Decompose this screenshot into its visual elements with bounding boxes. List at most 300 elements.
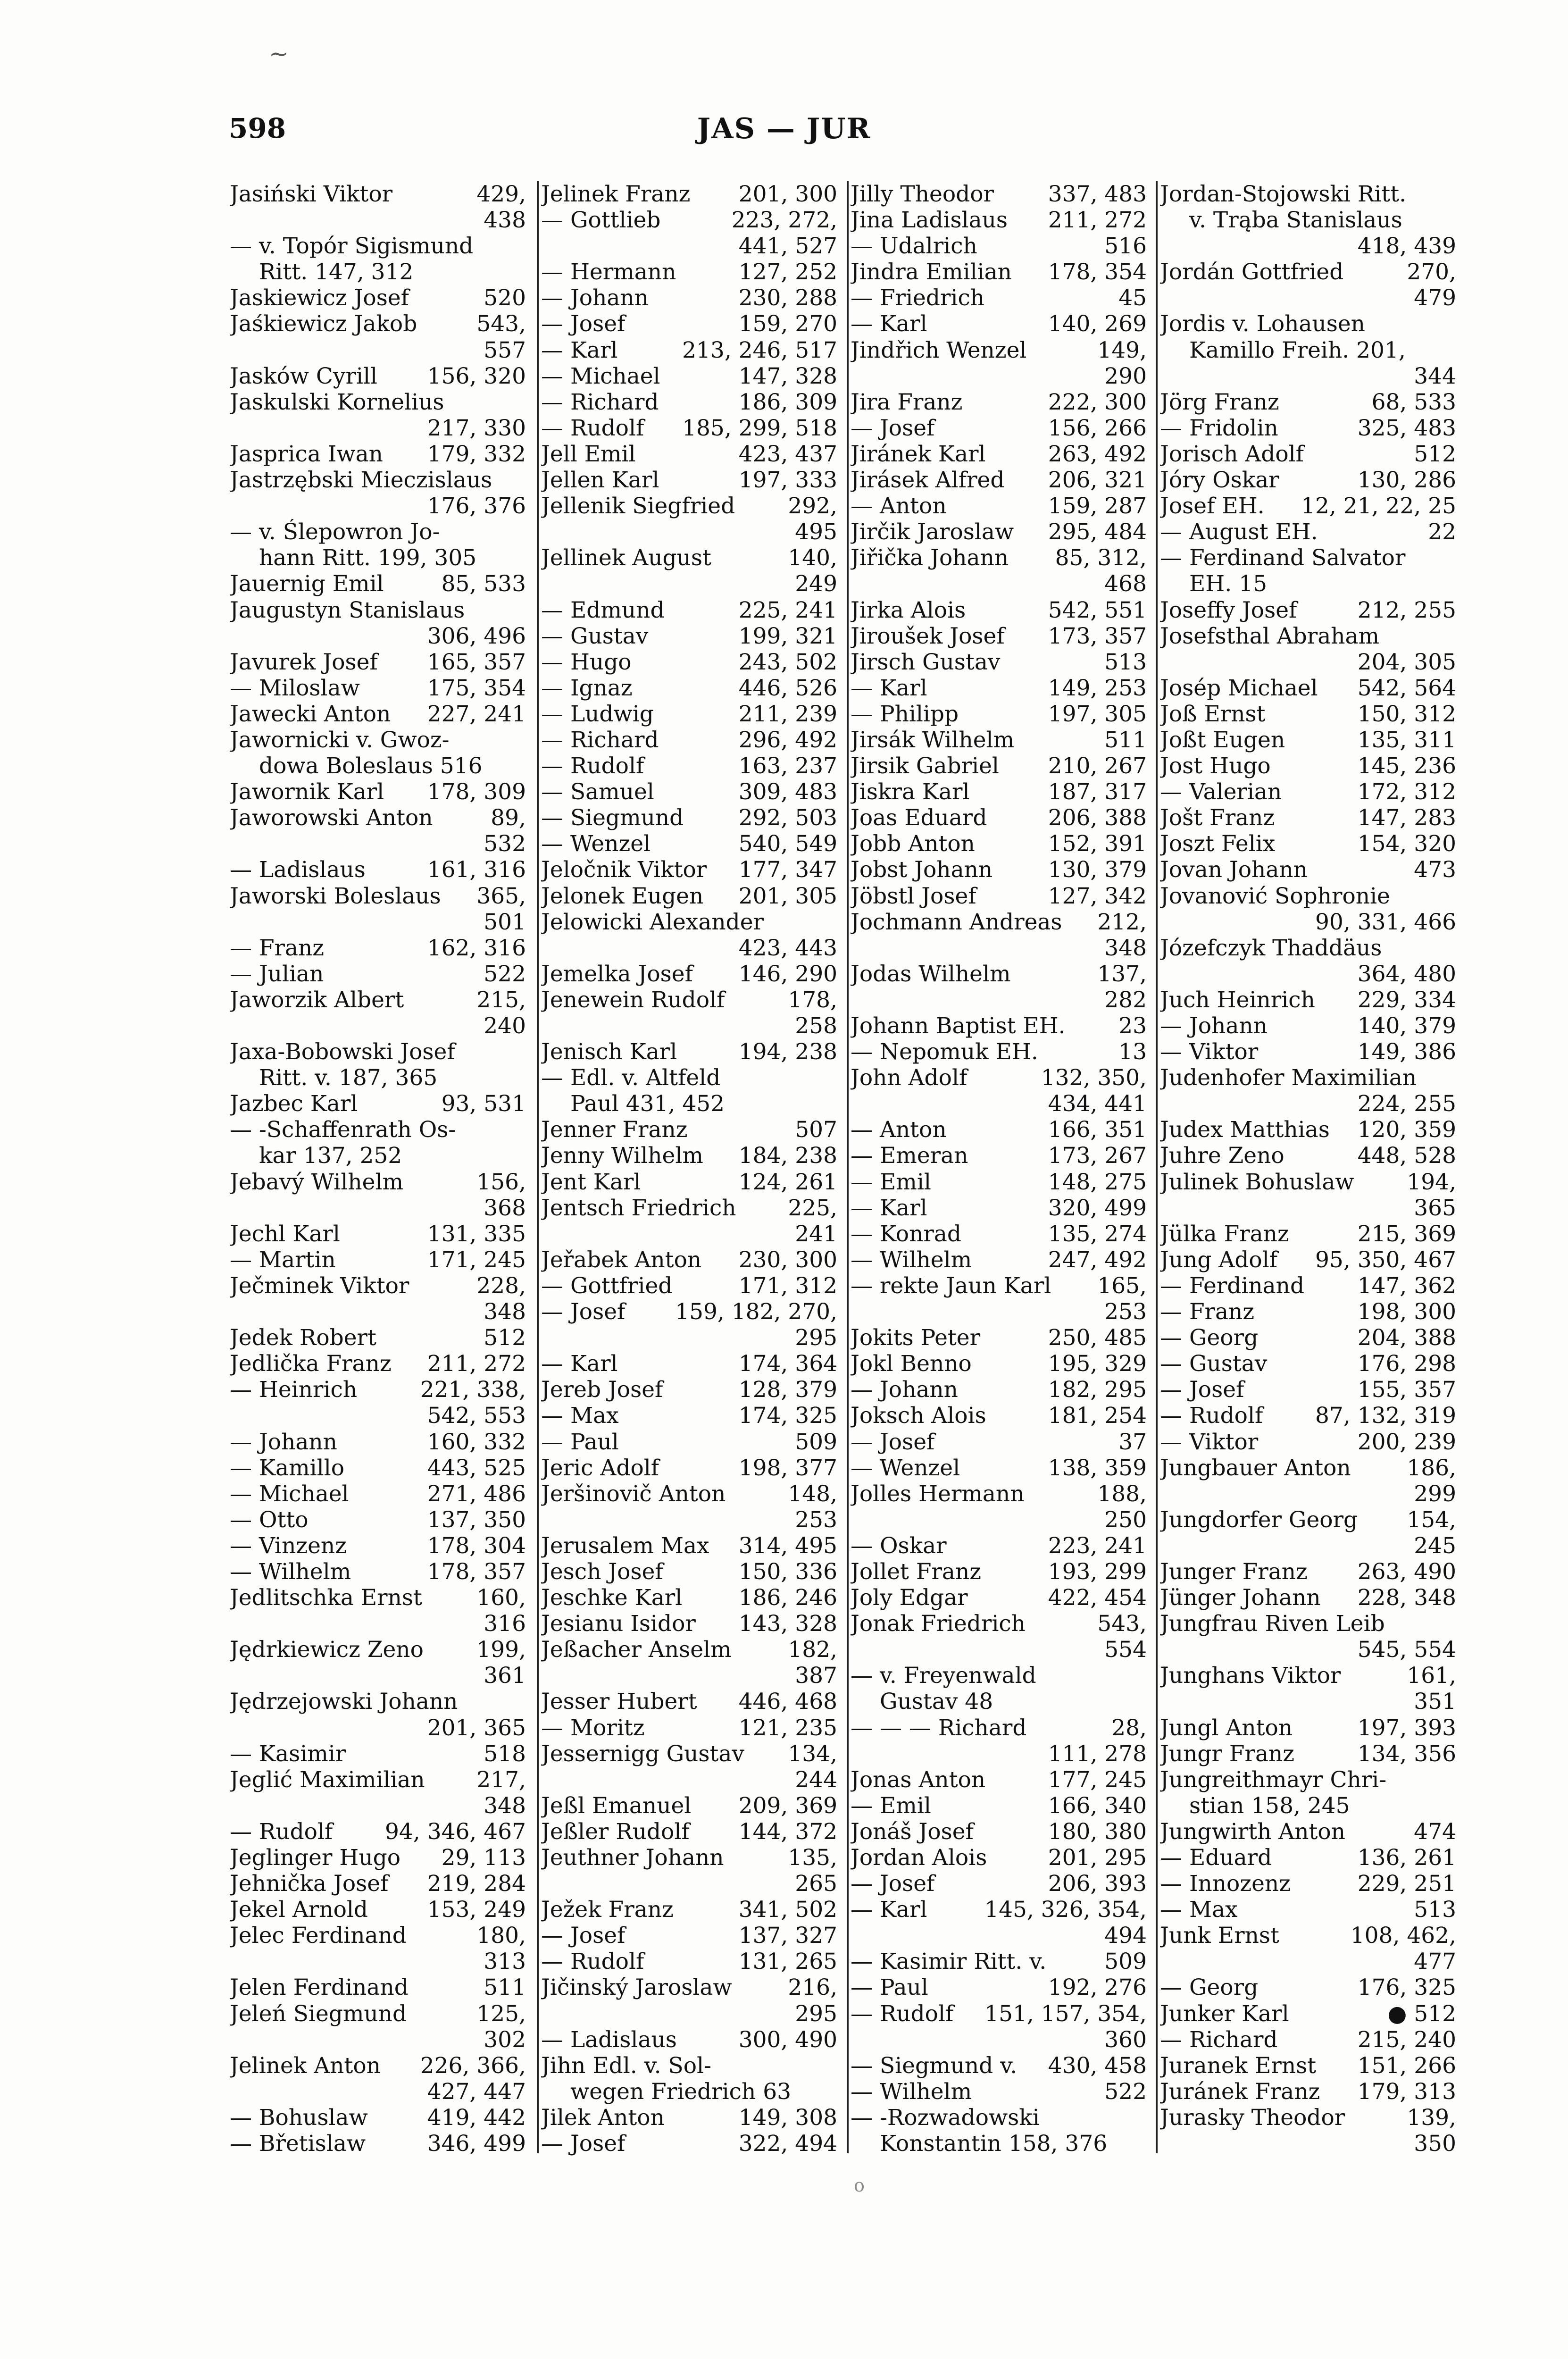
entry-name: — Josef bbox=[851, 415, 935, 441]
entry-name: — Hermann bbox=[541, 259, 676, 285]
entry-continuation: EH. 15 bbox=[1189, 571, 1267, 597]
entry-name: Jindřich Wenzel bbox=[851, 337, 1027, 363]
entry-line bbox=[851, 1845, 1147, 1871]
entry-continuation: Kamillo Freih. 201, bbox=[1189, 337, 1406, 363]
entry-line bbox=[541, 1897, 837, 1923]
entry-pages: 156, bbox=[476, 1169, 526, 1195]
entry-name: — Karl bbox=[851, 675, 927, 701]
entry-line bbox=[230, 1221, 526, 1247]
entry-name: Jawornik Karl bbox=[230, 779, 384, 805]
entry-line bbox=[541, 857, 837, 883]
index-entry bbox=[230, 2131, 526, 2157]
index-entry bbox=[851, 2079, 1147, 2105]
entry-name: — Josef bbox=[541, 2131, 626, 2157]
entry-pages: 182, 295 bbox=[1048, 1377, 1147, 1403]
entry-pages: 184, 238 bbox=[738, 1143, 837, 1169]
entry-pages: 325, 483 bbox=[1357, 415, 1456, 441]
index-entry bbox=[541, 623, 837, 649]
index-entry bbox=[541, 1403, 837, 1429]
entry-pages: 300, 490 bbox=[738, 2026, 837, 2053]
index-entry bbox=[230, 961, 526, 987]
entry-line bbox=[851, 1533, 1147, 1559]
entry-name: Jungr Franz bbox=[1160, 1740, 1295, 1767]
entry-line bbox=[1160, 753, 1456, 779]
index-entry bbox=[851, 961, 1147, 1013]
entry-pages: 163, 237 bbox=[738, 753, 837, 779]
entry-name: Jenny Wilhelm bbox=[541, 1143, 703, 1169]
index-entry bbox=[1160, 415, 1456, 441]
entry-pages: 365, bbox=[476, 883, 526, 909]
entry-name: Jemelka Josef bbox=[541, 961, 693, 987]
entry-line bbox=[230, 649, 526, 675]
index-entry bbox=[541, 1065, 837, 1117]
entry-name: — Josef bbox=[851, 1871, 935, 1897]
index-entry bbox=[1160, 2079, 1456, 2105]
index-entry bbox=[851, 1221, 1147, 1247]
entry-name: Jirásek Alfred bbox=[851, 467, 1005, 494]
entry-line bbox=[851, 1715, 1147, 1741]
entry-pages: 28, bbox=[1111, 1715, 1147, 1741]
entry-name: — Franz bbox=[1160, 1299, 1255, 1325]
index-entry bbox=[1160, 1325, 1456, 1351]
entry-continuation: 479 bbox=[1414, 285, 1456, 311]
entry-name: Jungl Anton bbox=[1160, 1715, 1293, 1741]
entry-continuation: 90, 331, 466 bbox=[1315, 909, 1456, 935]
entry-pages: 511 bbox=[1104, 727, 1147, 753]
entry-pages: 346, 499 bbox=[427, 2131, 526, 2157]
entry-name: Jędrzejowski Johann bbox=[230, 1689, 458, 1715]
entry-line bbox=[851, 961, 1147, 987]
entry-pages: 513 bbox=[1104, 649, 1147, 675]
entry-line bbox=[851, 779, 1147, 805]
index-entry bbox=[851, 311, 1147, 337]
entry-name: Jirčik Jaroslaw bbox=[851, 519, 1014, 545]
entry-name: Jelonek Eugen bbox=[541, 883, 704, 909]
entry-pages: 197, 393 bbox=[1357, 1715, 1456, 1741]
entry-name: — Innozenz bbox=[1160, 1871, 1291, 1897]
entry-name: — Ignaz bbox=[541, 675, 633, 701]
entry-name: Josép Michael bbox=[1160, 675, 1318, 701]
entry-pages: 85, 533 bbox=[441, 571, 526, 597]
entry-pages: 509 bbox=[1104, 1949, 1147, 1975]
entry-line bbox=[230, 2001, 526, 2027]
index-entry bbox=[851, 233, 1147, 259]
entry-pages: 225, 241 bbox=[738, 597, 837, 623]
entry-continuation: 240 bbox=[484, 1013, 526, 1039]
entry-continuation: 316 bbox=[484, 1611, 526, 1637]
entry-continuation: 365 bbox=[1414, 1195, 1456, 1221]
entry-pages: 211, 272 bbox=[427, 1351, 526, 1377]
entry-name: Javurek Josef bbox=[230, 649, 378, 675]
entry-name: Jonáš Josef bbox=[851, 1818, 974, 1845]
index-entry bbox=[851, 1143, 1147, 1169]
entry-line bbox=[851, 1273, 1147, 1299]
index-entry bbox=[541, 961, 837, 987]
entry-line bbox=[1160, 1403, 1456, 1429]
entry-line bbox=[1160, 1065, 1456, 1091]
entry-line bbox=[541, 1585, 837, 1611]
entry-name: — v. Ślepowron Jo- bbox=[230, 519, 440, 545]
index-entry bbox=[1160, 1871, 1456, 1897]
entry-name: Jaworowski Anton bbox=[230, 805, 433, 831]
entry-line bbox=[1160, 701, 1456, 727]
entry-continuation: 545, 554 bbox=[1357, 1637, 1456, 1663]
entry-continuation: 494 bbox=[1104, 1923, 1147, 1949]
entry-name: Juhre Zeno bbox=[1160, 1143, 1284, 1169]
entry-pages: 226, 366, bbox=[420, 2052, 526, 2079]
index-entry bbox=[541, 1637, 837, 1689]
entry-pages: 542, 564 bbox=[1357, 675, 1456, 701]
entry-name: Jeglić Maximilian bbox=[230, 1766, 425, 1793]
entry-line bbox=[851, 207, 1147, 233]
entry-name: — Wenzel bbox=[541, 831, 651, 857]
entry-name: — Valerian bbox=[1160, 779, 1282, 805]
entry-pages: 155, 357 bbox=[1357, 1377, 1456, 1403]
entry-line bbox=[230, 1637, 526, 1663]
index-entry bbox=[541, 1169, 837, 1195]
entry-line bbox=[1160, 1221, 1456, 1247]
entry-continuation: 361 bbox=[484, 1663, 526, 1689]
entry-line bbox=[1160, 2027, 1456, 2053]
index-entry bbox=[1160, 1403, 1456, 1429]
entry-line bbox=[851, 1039, 1147, 1065]
entry-name: — Wilhelm bbox=[851, 2078, 972, 2105]
entry-name: Jesch Josef bbox=[541, 1558, 663, 1585]
index-entry bbox=[541, 857, 837, 883]
entry-pages: 247, 492 bbox=[1048, 1246, 1147, 1273]
index-entry bbox=[1160, 181, 1456, 259]
entry-line bbox=[1160, 1325, 1456, 1351]
entry-name: — Martin bbox=[230, 1246, 336, 1273]
index-entry bbox=[230, 675, 526, 701]
entry-name: Jokl Benno bbox=[851, 1351, 972, 1377]
entry-pages: 162, 316 bbox=[427, 935, 526, 961]
index-entry bbox=[1160, 675, 1456, 701]
entry-line bbox=[230, 1481, 526, 1507]
index-entry bbox=[541, 493, 837, 545]
entry-pages: 512 bbox=[1414, 441, 1456, 467]
index-entry bbox=[851, 181, 1147, 207]
entry-continuation: 368 bbox=[484, 1195, 526, 1221]
entry-continuation: 241 bbox=[795, 1221, 837, 1247]
entry-pages: 153, 249 bbox=[427, 1897, 526, 1923]
entry-pages: 540, 549 bbox=[738, 831, 837, 857]
entry-name: Jira Franz bbox=[851, 389, 963, 415]
entry-pages: 429, bbox=[476, 181, 526, 207]
entry-name: — Richard bbox=[541, 389, 659, 415]
entry-name: Jina Ladislaus bbox=[851, 207, 1008, 234]
entry-line bbox=[1160, 1299, 1456, 1325]
entry-pages: 145, 236 bbox=[1357, 753, 1456, 779]
entry-name: — Paul bbox=[851, 1974, 928, 2001]
entry-continuation: 201, 365 bbox=[427, 1715, 526, 1741]
entry-name: Jehnička Josef bbox=[230, 1871, 389, 1897]
entry-pages: 187, 317 bbox=[1048, 779, 1147, 805]
entry-line bbox=[851, 831, 1147, 857]
entry-continuation: 557 bbox=[484, 337, 526, 363]
page-number: 598 bbox=[229, 112, 286, 144]
entry-pages: 147, 283 bbox=[1357, 805, 1456, 831]
entry-name: Jerusalem Max bbox=[541, 1532, 709, 1559]
entry-line bbox=[1160, 1923, 1456, 1949]
index-entry bbox=[1160, 1974, 1456, 2000]
entry-line bbox=[851, 2105, 1147, 2131]
entry-name: — Ludwig bbox=[541, 701, 654, 727]
entry-continuation: 350 bbox=[1414, 2131, 1456, 2157]
entry-line bbox=[541, 441, 837, 467]
entry-name: Jaxa-Bobowski Josef bbox=[230, 1039, 455, 1065]
entry-line bbox=[541, 2053, 837, 2079]
entry-name: — Friedrich bbox=[851, 285, 985, 311]
entry-line bbox=[541, 675, 837, 701]
entry-pages: 181, 254 bbox=[1048, 1403, 1147, 1429]
index-entry bbox=[1160, 623, 1456, 675]
index-entry bbox=[230, 1507, 526, 1533]
entry-name: — -Schaffenrath Os- bbox=[230, 1117, 456, 1143]
index-entry bbox=[541, 1974, 837, 2026]
entry-line bbox=[851, 1767, 1147, 1793]
index-entry bbox=[230, 779, 526, 805]
entry-pages: 147, 328 bbox=[738, 363, 837, 389]
entry-name: Jebavý Wilhelm bbox=[230, 1169, 404, 1195]
running-head: JAS — JUR bbox=[697, 112, 871, 145]
entry-line bbox=[1160, 831, 1456, 857]
entry-continuation: 253 bbox=[795, 1506, 837, 1533]
entry-name: Jauernig Emil bbox=[230, 571, 384, 597]
index-entry bbox=[541, 831, 837, 857]
entry-line bbox=[230, 727, 526, 753]
entry-line bbox=[541, 1481, 837, 1507]
index-entry bbox=[1160, 1455, 1456, 1507]
entry-line bbox=[1160, 389, 1456, 415]
entry-name: Jasiński Viktor bbox=[230, 181, 393, 207]
entry-name: Jaugustyn Stanislaus bbox=[230, 597, 465, 623]
index-entry bbox=[1160, 311, 1456, 389]
entry-name: Jelinek Anton bbox=[230, 2052, 381, 2079]
entry-name: Jonak Friedrich bbox=[851, 1611, 1026, 1637]
entry-line bbox=[541, 1637, 837, 1663]
entry-pages: 516 bbox=[1104, 233, 1147, 259]
index-entry bbox=[1160, 597, 1456, 623]
entry-pages: 522 bbox=[1104, 2078, 1147, 2105]
entry-name: Juránek Franz bbox=[1160, 2078, 1320, 2105]
entry-name: Jung Adolf bbox=[1160, 1246, 1278, 1273]
entry-pages: 128, 379 bbox=[738, 1377, 837, 1403]
index-entry bbox=[1160, 1663, 1456, 1715]
entry-name: — Paul bbox=[541, 1429, 619, 1455]
entry-name: — Karl bbox=[851, 1195, 927, 1221]
entry-pages: 512 bbox=[484, 1325, 526, 1351]
entry-line bbox=[1160, 727, 1456, 753]
index-entry bbox=[541, 363, 837, 389]
entry-name: Jedlitschka Ernst bbox=[230, 1585, 422, 1611]
entry-name: — Wilhelm bbox=[851, 1246, 972, 1273]
entry-pages: 194, bbox=[1407, 1169, 1456, 1195]
entry-name: — Nepomuk EH. bbox=[851, 1039, 1038, 1065]
entry-name: Jošt Franz bbox=[1160, 805, 1275, 831]
entry-name: — Otto bbox=[230, 1506, 309, 1533]
entry-name: — Josef bbox=[851, 1429, 935, 1455]
index-entry bbox=[1160, 1299, 1456, 1325]
index-entry bbox=[1160, 389, 1456, 415]
entry-pages: 243, 502 bbox=[738, 649, 837, 675]
entry-line bbox=[230, 1377, 526, 1403]
entry-continuation: dowa Boleslaus 516 bbox=[259, 753, 483, 779]
entry-line bbox=[851, 545, 1147, 571]
entry-line bbox=[1160, 181, 1456, 207]
entry-line bbox=[1160, 1507, 1456, 1533]
index-entry bbox=[1160, 1377, 1456, 1403]
entry-name: Jelinek Franz bbox=[541, 181, 691, 207]
index-entry bbox=[851, 1013, 1147, 1039]
entry-name: Johann Baptist EH. bbox=[851, 1013, 1066, 1039]
entry-name: Jodas Wilhelm bbox=[851, 961, 1011, 987]
index-entry bbox=[1160, 467, 1456, 493]
entry-line bbox=[230, 1585, 526, 1611]
entry-line bbox=[541, 1039, 837, 1065]
entry-continuation: 348 bbox=[1104, 935, 1147, 961]
entry-line bbox=[541, 987, 837, 1013]
entry-line bbox=[1160, 1559, 1456, 1585]
entry-pages: 37 bbox=[1118, 1429, 1147, 1455]
entry-name: Jiránek Karl bbox=[851, 441, 986, 467]
entry-pages: 192, 276 bbox=[1048, 1974, 1147, 2001]
entry-line bbox=[851, 1974, 1147, 2000]
entry-continuation: 438 bbox=[484, 207, 526, 234]
index-entry bbox=[541, 675, 837, 701]
entry-line bbox=[1160, 259, 1456, 285]
entry-line bbox=[1160, 623, 1456, 649]
entry-pages: 125, bbox=[476, 2000, 526, 2027]
index-entry bbox=[541, 1819, 837, 1845]
entry-pages: 179, 332 bbox=[427, 441, 526, 467]
index-entry bbox=[851, 1247, 1147, 1273]
entry-pages: 215, 240 bbox=[1357, 2026, 1456, 2053]
index-entry bbox=[230, 1429, 526, 1455]
entry-pages: 177, 347 bbox=[738, 857, 837, 883]
entry-pages: 292, bbox=[788, 493, 837, 519]
entry-line bbox=[1160, 467, 1456, 493]
entry-name: Jastrzębski Mieczislaus bbox=[230, 467, 492, 494]
entry-continuation: 348 bbox=[484, 1792, 526, 1819]
entry-pages: 228, 348 bbox=[1357, 1585, 1456, 1611]
entry-line bbox=[541, 1403, 837, 1429]
entry-pages: 201, 305 bbox=[738, 883, 837, 909]
entry-pages: 423, 437 bbox=[738, 441, 837, 467]
entry-line bbox=[541, 1195, 837, 1221]
entry-line bbox=[1160, 2001, 1456, 2027]
index-entry bbox=[1160, 1429, 1456, 1455]
entry-name: — Rudolf bbox=[1160, 1403, 1263, 1429]
entry-name: — Samuel bbox=[541, 779, 654, 805]
entry-line bbox=[230, 2131, 526, 2157]
index-entry bbox=[1160, 883, 1456, 935]
index-entry bbox=[1160, 519, 1456, 545]
index-entry bbox=[1160, 987, 1456, 1013]
index-entry bbox=[851, 1897, 1147, 1949]
entry-pages: 45 bbox=[1118, 285, 1147, 311]
entry-line bbox=[1160, 441, 1456, 467]
entry-pages: 474 bbox=[1414, 1818, 1456, 1845]
index-entry bbox=[851, 1949, 1147, 1974]
entry-name: Ježek Franz bbox=[541, 1897, 674, 1923]
entry-pages: 518 bbox=[484, 1740, 526, 1767]
entry-line bbox=[1160, 1845, 1456, 1871]
entry-pages: 130, 286 bbox=[1357, 467, 1456, 494]
entry-pages: 211, 272 bbox=[1048, 207, 1147, 234]
index-entry bbox=[851, 805, 1147, 831]
entry-name: Judex Matthias bbox=[1160, 1117, 1330, 1143]
entry-pages: 422, 454 bbox=[1048, 1585, 1147, 1611]
entry-name: Jungfrau Riven Leib bbox=[1160, 1611, 1385, 1637]
index-entry bbox=[230, 1767, 526, 1819]
entry-line bbox=[230, 2053, 526, 2079]
index-entry bbox=[851, 415, 1147, 441]
entry-line bbox=[230, 1845, 526, 1871]
index-entry bbox=[1160, 259, 1456, 311]
entry-continuation: Gustav 48 bbox=[880, 1689, 993, 1715]
entry-name: Jaworski Boleslaus bbox=[230, 883, 441, 909]
entry-pages: 186, 246 bbox=[738, 1585, 837, 1611]
entry-pages: 178, 304 bbox=[427, 1532, 526, 1559]
entry-line bbox=[230, 1741, 526, 1767]
entry-line bbox=[851, 1871, 1147, 1897]
entry-name: — Ladislaus bbox=[230, 857, 366, 883]
entry-name: Jessernigg Gustav bbox=[541, 1740, 744, 1767]
entry-continuation: 501 bbox=[484, 909, 526, 935]
entry-name: Juch Heinrich bbox=[1160, 987, 1315, 1013]
entry-pages: 270, bbox=[1407, 259, 1456, 285]
index-entry bbox=[851, 1273, 1147, 1325]
entry-pages: 448, 528 bbox=[1357, 1143, 1456, 1169]
entry-name: — Vinzenz bbox=[230, 1532, 347, 1559]
index-entry bbox=[1160, 831, 1456, 857]
entry-pages: 216, bbox=[788, 1974, 837, 2001]
index-entry bbox=[1160, 1169, 1456, 1221]
entry-line bbox=[1160, 1117, 1456, 1143]
entry-name: Josef EH. bbox=[1160, 493, 1265, 519]
entry-line bbox=[541, 207, 837, 233]
entry-line bbox=[1160, 1455, 1456, 1481]
entry-line bbox=[541, 259, 837, 285]
entry-name: Jordan-Stojowski Ritt. bbox=[1160, 181, 1407, 207]
entry-name: Joly Edgar bbox=[851, 1585, 968, 1611]
index-entry bbox=[541, 2131, 837, 2157]
entry-name: — Richard bbox=[1160, 2026, 1278, 2053]
index-entry bbox=[541, 1793, 837, 1819]
entry-continuation: 423, 443 bbox=[738, 935, 837, 961]
entry-name: Jell Emil bbox=[541, 441, 636, 467]
entry-line bbox=[541, 1455, 837, 1481]
entry-pages: 156, 320 bbox=[427, 363, 526, 389]
entry-pages: 13 bbox=[1118, 1039, 1147, 1065]
entry-pages: 160, bbox=[476, 1585, 526, 1611]
entry-line bbox=[541, 1377, 837, 1403]
entry-line bbox=[851, 1663, 1147, 1689]
index-entry bbox=[851, 1974, 1147, 2000]
entry-pages: 229, 251 bbox=[1357, 1871, 1456, 1897]
index-entry bbox=[541, 259, 837, 285]
entry-name: Jost Hugo bbox=[1160, 753, 1271, 779]
entry-pages: 212, bbox=[1097, 909, 1147, 935]
entry-line bbox=[230, 1767, 526, 1793]
index-entry bbox=[1160, 805, 1456, 831]
entry-pages: 295, 484 bbox=[1048, 519, 1147, 545]
index-entry bbox=[1160, 1143, 1456, 1169]
entry-line bbox=[541, 363, 837, 389]
entry-continuation: 387 bbox=[795, 1663, 837, 1689]
entry-pages: 446, 526 bbox=[738, 675, 837, 701]
